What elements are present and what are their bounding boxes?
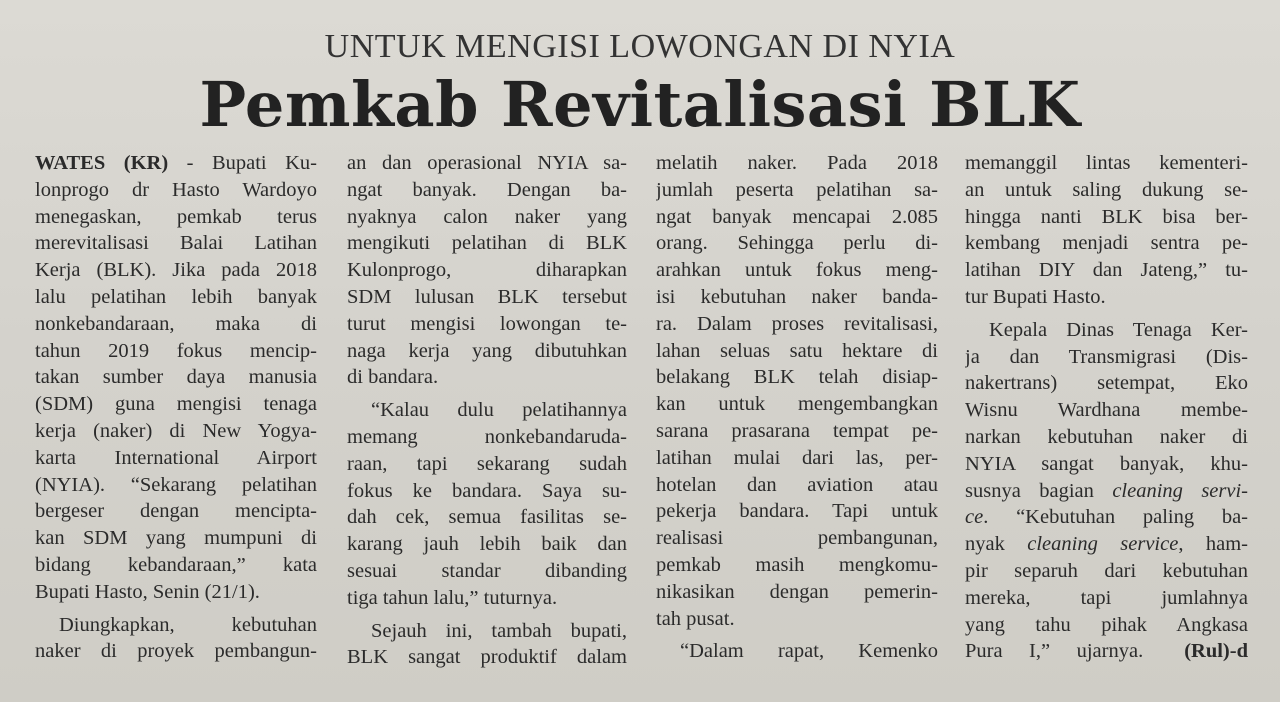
article-line: latihan mulai dari las, per- xyxy=(656,446,938,469)
article-line: realisasi pembangunan, xyxy=(656,527,938,550)
article-line: bidang kebandaraan,” kata xyxy=(35,553,317,576)
article-line: (SDM) guna mengisi tenaga xyxy=(35,393,317,416)
article-line: narkan kebutuhan naker di xyxy=(965,425,1248,448)
article-line: merevitalisasi Balai Latihan xyxy=(35,232,317,255)
article-line: Wisnu Wardhana membe- xyxy=(965,399,1248,422)
article-line: Diungkapkan, kebutuhan xyxy=(59,613,317,636)
article-line: tur Bupati Hasto. xyxy=(965,285,1106,308)
article-line: ngat banyak mencapai 2.085 xyxy=(656,205,938,228)
article-line: mereka, tapi jumlahnya xyxy=(965,586,1248,609)
article-line: bergeser dengan mencipta- xyxy=(35,500,317,523)
article-headline: Pemkab Revitalisasi BLK xyxy=(199,68,1081,141)
article-line: orang. Sehingga perlu di- xyxy=(656,232,938,255)
article-line: dah cek, semua fasilitas se- xyxy=(347,506,627,529)
article-kicker: UNTUK MENGISI LOWONGAN DI NYIA xyxy=(324,28,956,65)
article-line: isi kebutuhan naker banda- xyxy=(656,285,938,308)
article-line: memang nonkebandaruda- xyxy=(347,425,627,448)
article-line: nakertrans) setempat, Eko xyxy=(965,372,1248,395)
article-line: nyak cleaning service, ham- xyxy=(965,533,1248,556)
article-line: hingga nanti BLK bisa ber- xyxy=(965,205,1248,228)
article-line: Kulonprogo, diharapkan xyxy=(347,259,627,282)
article-line: turut mengisi lowongan te- xyxy=(347,312,627,335)
article-line: (NYIA). “Sekarang pelatihan xyxy=(35,473,317,496)
article-line: “Dalam rapat, Kemenko xyxy=(680,640,938,663)
article-column-1 xyxy=(35,150,317,665)
article-line: SDM lulusan BLK tersebut xyxy=(347,285,627,308)
article-line: tiga tahun lalu,” tuturnya. xyxy=(347,586,558,609)
article-line: pir separuh dari kebutuhan xyxy=(965,559,1248,582)
article-line: latihan DIY dan Jateng,” tu- xyxy=(965,259,1248,282)
article-line: lahan seluas satu hektare di xyxy=(656,339,938,362)
article-line: Kepala Dinas Tenaga Ker- xyxy=(989,318,1248,341)
article-line: naker di proyek pembangun- xyxy=(35,640,317,663)
article-line: nikasikan dengan pemerin- xyxy=(656,580,938,603)
article-line: pekerja bandara. Tapi untuk xyxy=(656,500,938,523)
article-line: menegaskan, pemkab terus xyxy=(35,205,317,228)
article-line: Kerja (BLK). Jika pada 2018 xyxy=(35,259,317,282)
article-line: ce. “Kebutuhan paling ba- xyxy=(965,506,1248,529)
article-line: ja dan Transmigrasi (Dis- xyxy=(965,345,1248,368)
article-line: kerja (naker) di New Yogya- xyxy=(35,419,317,442)
article-line: ngat banyak. Dengan ba- xyxy=(347,178,627,201)
article-line: belakang BLK telah disiap- xyxy=(656,366,938,389)
article-line: naga kerja yang dibutuhkan xyxy=(347,339,627,362)
article-line: lalu pelatihan lebih banyak xyxy=(35,285,317,308)
article-line: jumlah peserta pelatihan sa- xyxy=(656,178,938,201)
article-line: nonkebandaraan, maka di xyxy=(35,312,317,335)
article-line: kan untuk mengembangkan xyxy=(656,393,938,416)
article-line: kan SDM yang mumpuni di xyxy=(35,527,317,550)
article-line: mengikuti pelatihan di BLK xyxy=(347,232,627,255)
article-line: an untuk saling dukung se- xyxy=(965,178,1248,201)
article-line: melatih naker. Pada 2018 xyxy=(656,152,938,174)
article-column-2 xyxy=(347,150,627,671)
article-line: NYIA sangat banyak, khu- xyxy=(965,452,1248,475)
article-line: WATES (KR) - Bupati Ku- xyxy=(35,152,317,174)
article-line: Sejauh ini, tambah bupati, xyxy=(371,619,627,642)
article-line: sarana prasarana tempat pe- xyxy=(656,419,938,442)
article-line: an dan operasional NYIA sa- xyxy=(347,152,627,174)
article-line: sesuai standar dibanding xyxy=(347,559,627,582)
article-line: karta International Airport xyxy=(35,446,317,469)
article-line: hotelan dan aviation atau xyxy=(656,473,938,496)
article-line: tahun 2019 fokus mencip- xyxy=(35,339,317,362)
article-line: yang tahu pihak Angkasa xyxy=(965,613,1248,636)
article-column-4 xyxy=(965,150,1248,665)
article-line: memanggil lintas kementeri- xyxy=(965,152,1248,174)
byline: (Rul)-d xyxy=(1184,640,1248,663)
article-line: pemkab masih mengkomu- xyxy=(656,553,938,576)
article-line: kembang menjadi sentra pe- xyxy=(965,232,1248,255)
article-line: karang jauh lebih baik dan xyxy=(347,533,627,556)
article-line: di bandara. xyxy=(347,366,439,389)
article-line: takan sumber daya manusia xyxy=(35,366,317,389)
article-column-3 xyxy=(656,150,938,665)
article-line: BLK sangat produktif dalam xyxy=(347,646,627,669)
article-line: lonprogo dr Hasto Wardoyo xyxy=(35,178,317,201)
dateline: WATES (KR) xyxy=(35,152,169,174)
article-line: Bupati Hasto, Senin (21/1). xyxy=(35,580,260,603)
article-line: ra. Dalam proses revitalisasi, xyxy=(656,312,938,335)
article-line: nyaknya calon naker yang xyxy=(347,205,627,228)
article-line: tah pusat. xyxy=(656,607,735,630)
article-line: Pura I,” ujarnya. (Rul)-d xyxy=(965,640,1248,663)
article-line: fokus ke bandara. Saya su- xyxy=(347,479,627,502)
article-line: “Kalau dulu pelatihannya xyxy=(371,399,627,422)
article-line: susnya bagian cleaning servi- xyxy=(965,479,1248,502)
article-line: raan, tapi sekarang sudah xyxy=(347,452,627,475)
article-line: arahkan untuk fokus meng- xyxy=(656,259,938,282)
